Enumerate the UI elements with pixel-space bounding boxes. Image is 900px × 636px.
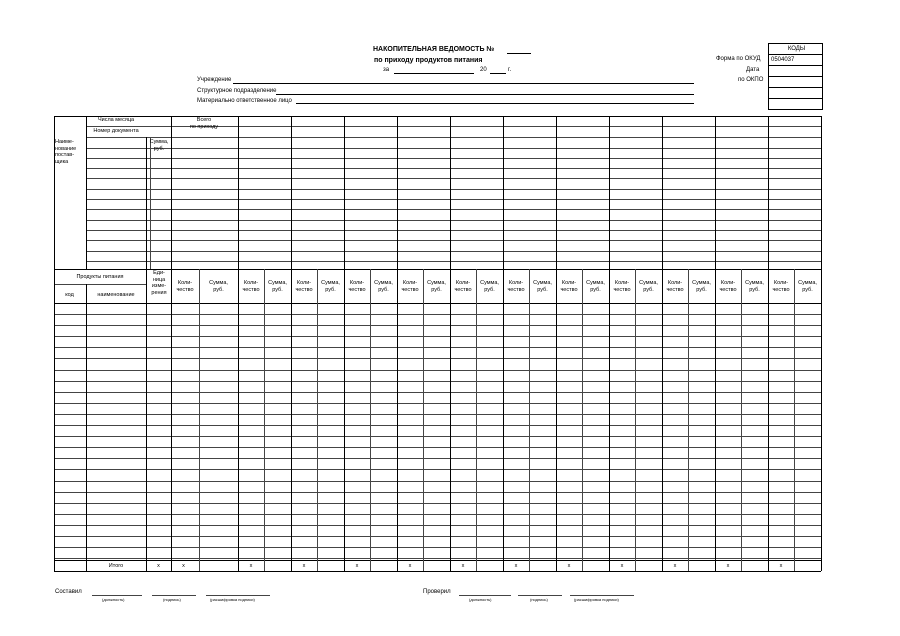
qty-header: Коли- чество <box>401 280 419 293</box>
bottom-subcol-line <box>423 269 424 571</box>
bottom-row-line <box>54 381 821 382</box>
okud-label: Форма по ОКУД <box>716 56 761 62</box>
top-col-line <box>150 137 151 269</box>
year-label: 20 <box>480 67 487 73</box>
bottom-row-line <box>54 336 821 337</box>
bottom-group-line <box>662 269 663 571</box>
top-table-row-line <box>86 240 821 241</box>
bottom-col-line <box>86 284 87 571</box>
top-group-line <box>609 116 610 269</box>
top-table-row-line <box>86 230 821 231</box>
x-mark: x <box>302 563 306 569</box>
bottom-row-line <box>54 358 821 359</box>
top-table-row-line <box>86 209 821 210</box>
bottom-subcol-line <box>635 269 636 571</box>
bottom-subcol-line <box>794 269 795 571</box>
checked-position-line[interactable] <box>459 595 511 596</box>
top-group-line <box>291 116 292 269</box>
date-label: Дата <box>746 67 760 73</box>
bottom-col-line <box>199 269 200 571</box>
top-table-row-line <box>86 178 821 179</box>
top-table-row-line <box>86 251 821 252</box>
form-title: НАКОПИТЕЛЬНАЯ ВЕДОМОСТЬ № <box>373 46 495 53</box>
top-group-line <box>715 116 716 269</box>
qty-header: Коли- чество <box>348 280 366 293</box>
sum-header: Сумма, руб. <box>639 280 658 293</box>
top-table-row-line <box>86 148 821 149</box>
top-group-line <box>344 116 345 269</box>
compiled-signature-hint: (подпись) <box>163 597 181 602</box>
bottom-row-line <box>54 514 821 515</box>
bottom-row-line <box>54 403 821 404</box>
qty-header: Коли- чество <box>507 280 525 293</box>
bottom-row-line <box>54 481 821 482</box>
x-mark: x <box>157 563 160 569</box>
checked-position-hint: (должность) <box>469 597 492 602</box>
checked-decode-hint: (расшифровка подписи) <box>574 597 619 602</box>
top-group-line <box>556 116 557 269</box>
bottom-row-line <box>54 425 821 426</box>
qty-header: Коли- чество <box>295 280 313 293</box>
qty-header: Коли- чество <box>560 280 578 293</box>
bottom-subcol-line <box>529 269 530 571</box>
sum-header: Сумма, руб. <box>374 280 393 293</box>
sum-header: Сумма, руб. <box>692 280 711 293</box>
total-row-label: Итого <box>108 563 124 569</box>
bottom-header-line <box>54 284 146 285</box>
bottom-row-line <box>54 414 821 415</box>
qty-header: Коли- чество <box>454 280 472 293</box>
za-label: за <box>383 67 390 73</box>
bottom-group-line <box>768 269 769 571</box>
department-label: Структурное подразделение <box>197 88 277 94</box>
top-group-line <box>238 116 239 269</box>
x-mark: x <box>726 563 730 569</box>
bottom-row-line <box>54 436 821 437</box>
bottom-group-line <box>556 269 557 571</box>
compiled-position-line[interactable] <box>92 595 142 596</box>
x-mark: x <box>408 563 412 569</box>
institution-label: Учреждение <box>197 77 232 83</box>
products-label: Продукты питания <box>76 274 124 280</box>
x-mark: x <box>182 563 185 569</box>
sum-header: Сумма, руб. <box>533 280 552 293</box>
bottom-subcol-line <box>264 269 265 571</box>
bottom-row-line <box>54 469 821 470</box>
bottom-subcol-line <box>317 269 318 571</box>
bottom-table-bottom <box>54 571 821 572</box>
top-table-top <box>54 116 821 117</box>
sum-header: Сумма, руб. <box>745 280 764 293</box>
x-mark: x <box>249 563 253 569</box>
unit-label: Еди- ница изме- рения <box>151 270 167 296</box>
bottom-subcol-line <box>370 269 371 571</box>
top-col-line <box>86 116 87 269</box>
x-mark: x <box>461 563 465 569</box>
qty-header: Коли- чество <box>772 280 790 293</box>
person-label: Материально ответственное лицо <box>197 98 292 104</box>
okpo-label: по ОКПО <box>738 77 764 83</box>
bottom-row-line <box>54 314 821 315</box>
sum-header: Сумма, руб. <box>321 280 340 293</box>
bottom-row-line <box>54 347 821 348</box>
bottom-group-line <box>609 269 610 571</box>
top-table-row-line <box>86 168 821 169</box>
bottom-group-line <box>503 269 504 571</box>
top-table-right <box>821 116 822 269</box>
top-group-line <box>768 116 769 269</box>
supplier-name-label: Наиме- нование постав- щика <box>55 139 77 165</box>
checked-signature-hint: (подпись) <box>530 597 548 602</box>
top-table-row-line <box>86 199 821 200</box>
code-label: код <box>65 292 74 298</box>
x-mark: x <box>355 563 359 569</box>
top-table-row-line <box>86 220 821 221</box>
qty-header: Коли- чество <box>666 280 684 293</box>
top-table-row-line <box>86 137 821 138</box>
bottom-subcol-line <box>688 269 689 571</box>
sum-header: Сумма, руб. <box>427 280 446 293</box>
sum-header: Сумма, руб. <box>586 280 605 293</box>
compiled-position-hint: (должность) <box>102 597 125 602</box>
x-mark: x <box>514 563 518 569</box>
bottom-group-line <box>238 269 239 571</box>
bottom-subcol-line <box>741 269 742 571</box>
top-table-row-line <box>86 261 821 262</box>
sum-header: Сумма, руб. <box>480 280 499 293</box>
top-col-line <box>171 116 172 269</box>
year-suffix: г. <box>508 67 512 73</box>
checked-decode-line[interactable] <box>570 595 634 596</box>
bottom-table-left <box>54 269 55 571</box>
okud-value: 0504037 <box>769 55 822 66</box>
codes-heading: КОДЫ <box>769 44 822 55</box>
bottom-table-right <box>821 269 822 571</box>
qty-header: Коли- чество <box>242 280 260 293</box>
bottom-col-line <box>171 269 172 571</box>
top-table-row-line <box>86 158 821 159</box>
bottom-row-line <box>54 458 821 459</box>
bottom-row-line <box>54 447 821 448</box>
bottom-row-line <box>54 536 821 537</box>
compiled-decode-hint: (расшифровка подписи) <box>210 597 255 602</box>
top-sum-label: Сумма, руб. <box>149 139 169 152</box>
total-income-label: Всего по приходу <box>189 117 219 130</box>
qty-header: Коли- чество <box>719 280 737 293</box>
day-label: Числа месяца <box>97 117 135 123</box>
product-name-label: наименование <box>97 292 135 298</box>
totals-row-top <box>54 560 821 561</box>
compiled-decode-line[interactable] <box>206 595 270 596</box>
top-group-line <box>662 116 663 269</box>
form-subtitle: по приходу продуктов питания <box>374 57 483 64</box>
bottom-row-line <box>54 503 821 504</box>
x-mark: x <box>567 563 571 569</box>
bottom-row-line <box>54 558 821 559</box>
sum-header: Сумма, руб. <box>268 280 287 293</box>
top-col-line <box>146 137 147 269</box>
bottom-group-line <box>291 269 292 571</box>
qty-header: Коли- чество <box>176 280 194 293</box>
checked-signature-line[interactable] <box>518 595 562 596</box>
bottom-group-line <box>397 269 398 571</box>
x-mark: x <box>620 563 624 569</box>
bottom-group-line <box>715 269 716 571</box>
bottom-row-line <box>54 325 821 326</box>
bottom-subcol-line <box>582 269 583 571</box>
bottom-row-line <box>54 392 821 393</box>
bottom-row-line <box>54 525 821 526</box>
checked-label: Проверил <box>423 589 451 595</box>
top-group-line <box>397 116 398 269</box>
x-mark: x <box>779 563 783 569</box>
doc-number-label: Номер документа <box>93 128 139 134</box>
top-table-row-line <box>86 189 821 190</box>
bottom-group-line <box>450 269 451 571</box>
x-mark: x <box>673 563 677 569</box>
top-group-line <box>503 116 504 269</box>
compiled-label: Составил <box>55 589 82 595</box>
compiled-signature-line[interactable] <box>152 595 196 596</box>
bottom-row-line <box>54 370 821 371</box>
sum-header: Сумма, руб. <box>798 280 817 293</box>
top-group-line <box>450 116 451 269</box>
bottom-row-line <box>54 547 821 548</box>
bottom-col-line <box>146 269 147 571</box>
bottom-group-line <box>344 269 345 571</box>
bottom-subcol-line <box>476 269 477 571</box>
qty-header: Коли- чество <box>613 280 631 293</box>
bottom-row-line <box>54 492 821 493</box>
sum-header: Сумма, руб. <box>209 280 228 293</box>
bottom-header-bottom <box>54 303 821 304</box>
